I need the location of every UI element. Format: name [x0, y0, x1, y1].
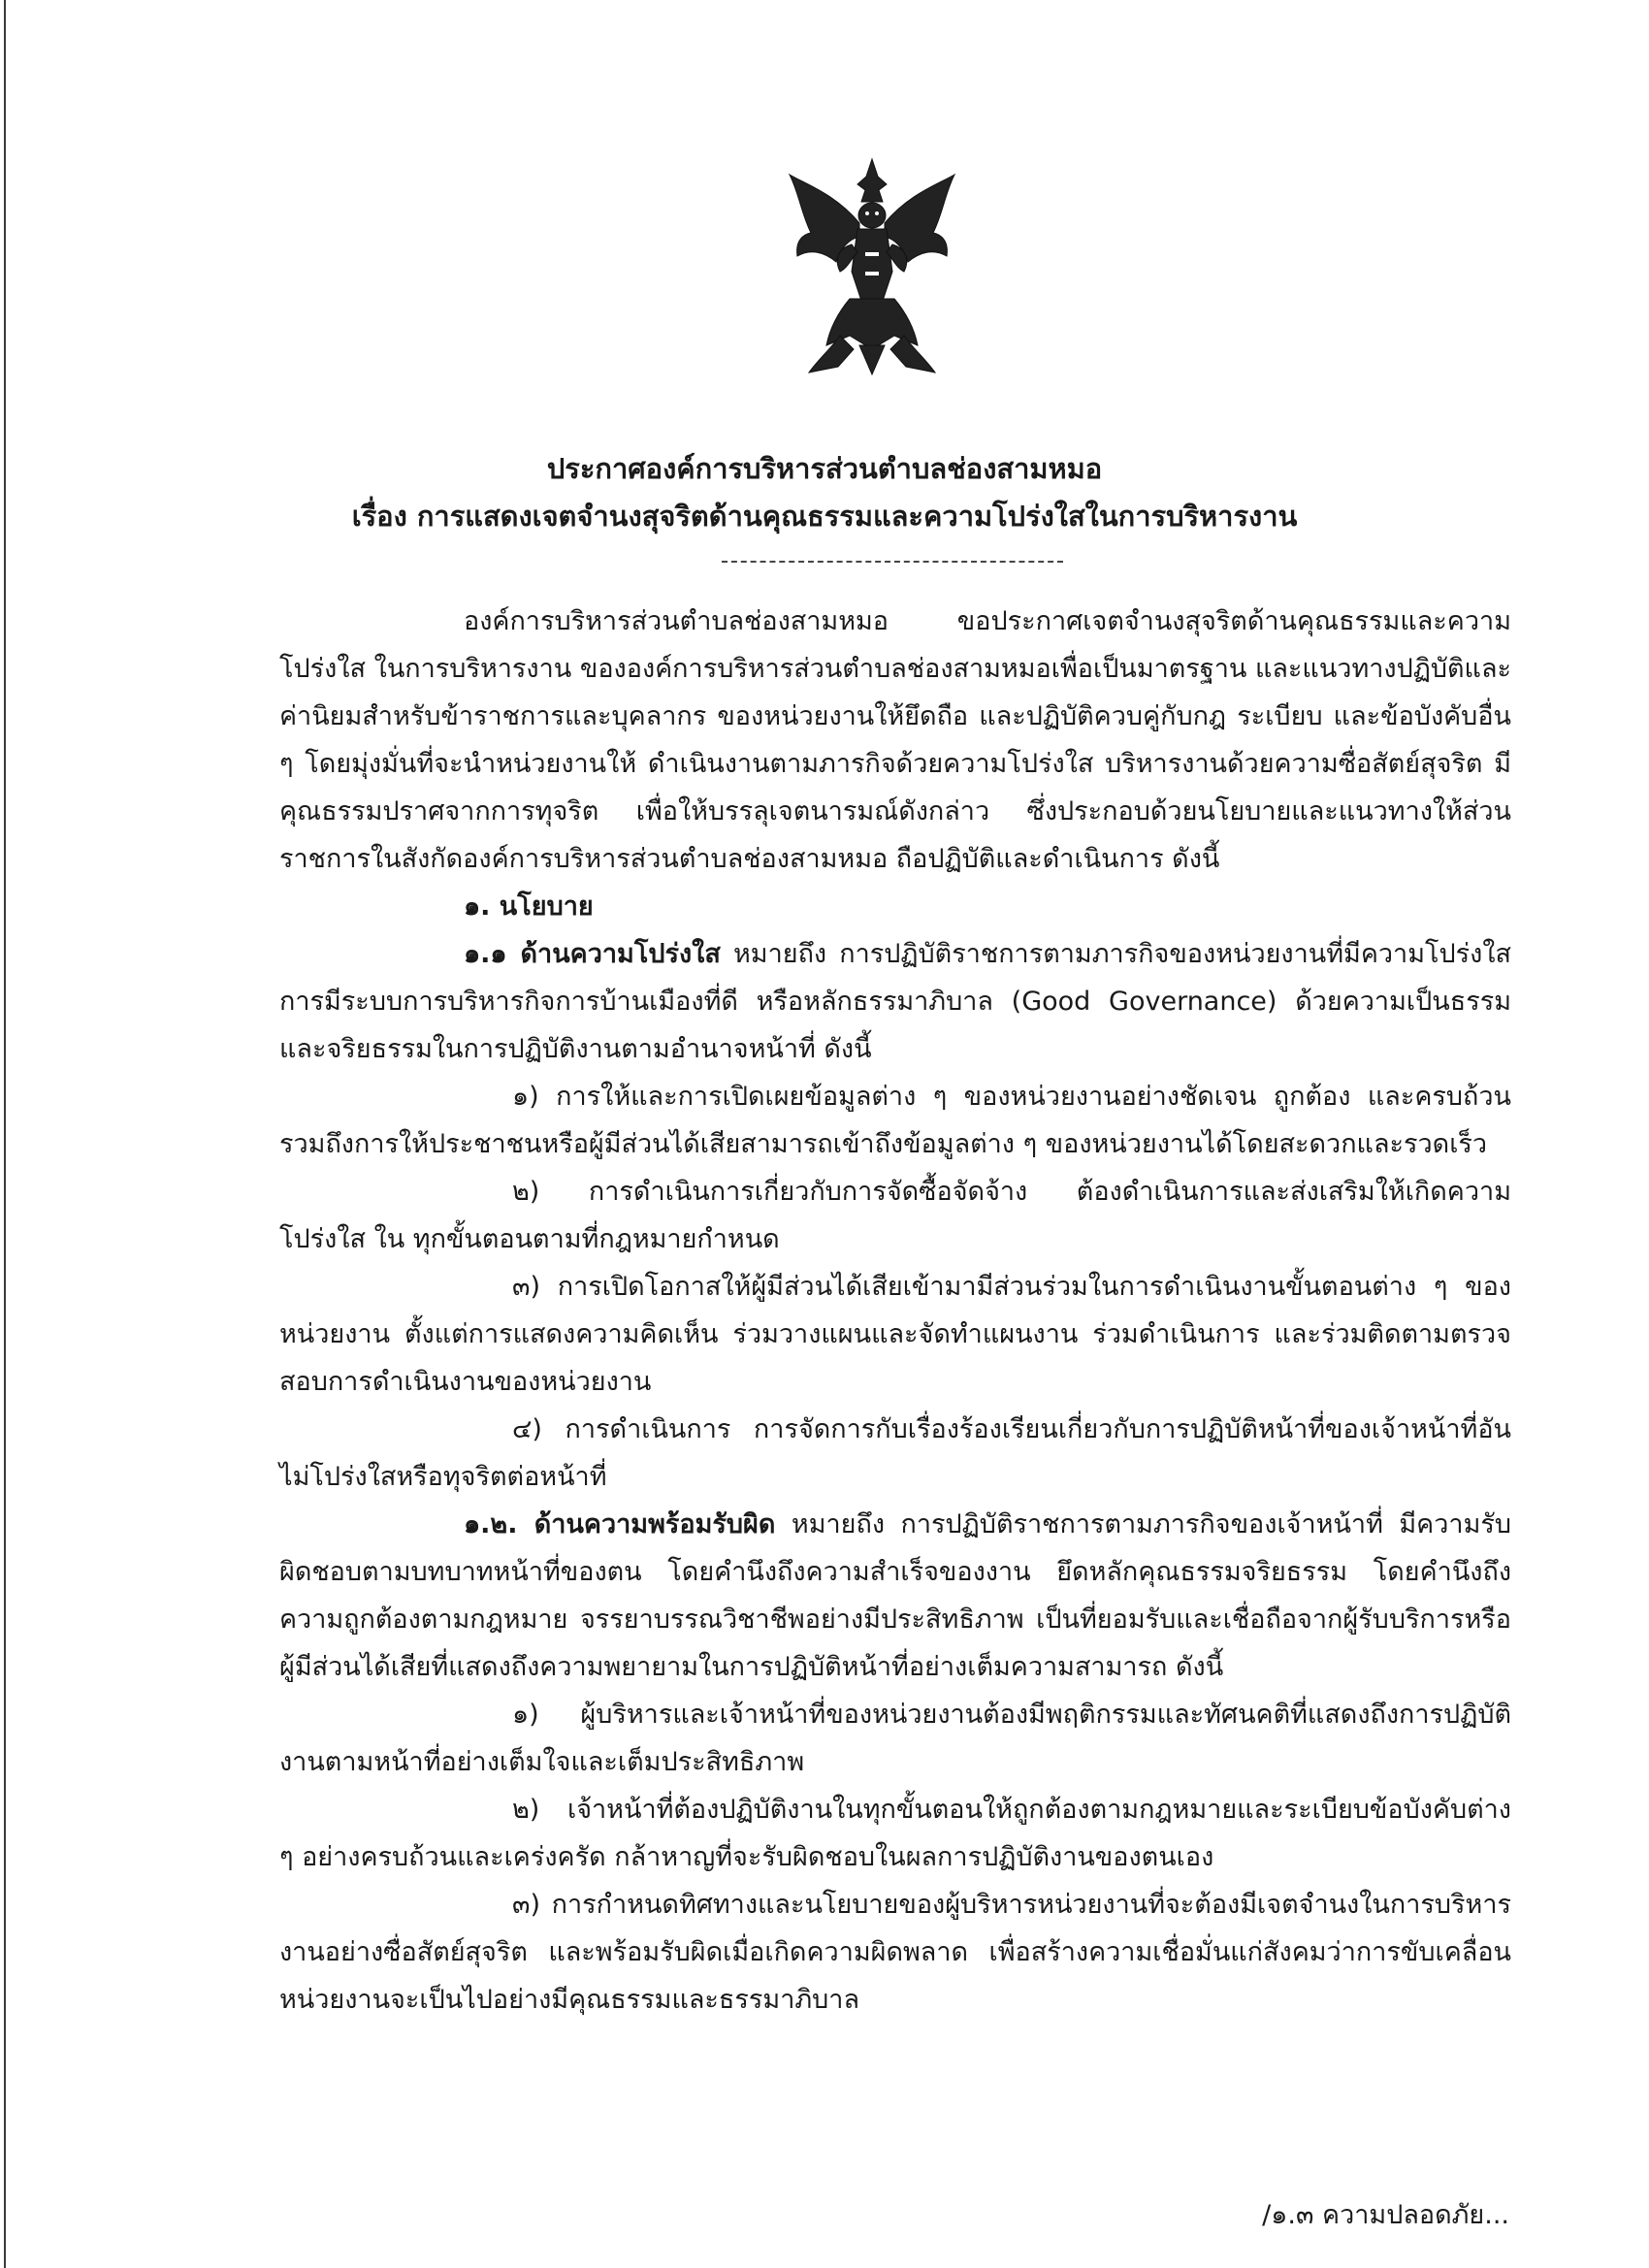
- garuda-emblem-icon: [782, 155, 962, 376]
- subsection-1-2-text: หมายถึง การปฏิบัติราชการตามภารกิจของเจ้าหน้าที่ มีความรับผิดชอบตามบทบาทหน้าที่ของตน โดยคำนึงถึงความสำเร็จของงาน ยึดหลักคุณธรรมจริยธรรม โดยคำนึงถึงความถูกต้องตามกฎหมาย จรรยาบรรณวิชาชีพอย่างมีประสิทธิภาพ เป็นที่ยอมรับและเชื่อถือจากผู้รับบริการหรือผู้มีส่วนได้เสียที่แสดงถึงความพยายามในการปฏิบัติหน้าที่อย่างเต็มความสามารถ ดังนี้: [279, 1509, 1512, 1682]
- section-heading-policy: ๑. นโยบาย: [464, 891, 594, 922]
- list-item: ๑) ผู้บริหารและเจ้าหน้าที่ของหน่วยงานต้องมีพฤติกรรมและทัศนคติที่แสดงถึงการปฏิบัติงานตามหน้าที่อย่างเต็มใจและเต็มประสิทธิภาพ: [279, 1700, 1511, 1777]
- subsection-1-2: [279, 1501, 1511, 1691]
- subsection-1-1: [279, 930, 1511, 1073]
- list-item: ๓) การเปิดโอกาสให้ผู้มีส่วนได้เสียเข้ามามีส่วนร่วมในการดำเนินงานขั้นตอนต่าง ๆ ของหน่วยงาน ตั้งแต่การแสดงความคิดเห็น ร่วมวางแผนและจัดทำแผนงาน ร่วมดำเนินการ และร่วมติดตามตรวจสอบการดำเนินงานของหน่วยงาน: [279, 1272, 1511, 1397]
- announcement-title: ประกาศองค์การบริหารส่วนตำบลช่องสามหมอ: [546, 452, 1103, 485]
- announcement-subject: เรื่อง การแสดงเจตจำนงสุจริตด้านคุณธรรมและความโปร่งใสในการบริหารงาน: [351, 500, 1298, 533]
- document-body: [279, 598, 1511, 2024]
- list-item: ๔) การดำเนินการ การจัดการกับเรื่องร้องเรียนเกี่ยวกับการปฏิบัติหน้าที่ของเจ้าหน้าที่อันไม่โปร่งใสหรือทุจริตต่อหน้าที่: [279, 1414, 1511, 1492]
- intro-paragraph: องค์การบริหารส่วนตำบลช่องสามหมอ ขอประกาศเจตจำนงสุจริตด้านคุณธรรมและความโปร่งใส ในการบริหารงาน ขององค์การบริหารส่วนตำบลช่องสามหมอเพื่อเป็นมาตรฐาน และแนวทางปฏิบัติและค่านิยมสำหรับข้าราชการและบุคลากร ของหน่วยงานให้ยึดถือ และปฏิบัติควบคู่กับกฎ ระเบียบ และข้อบังคับอื่น ๆ โดยมุ่งมั่นที่จะนำหน่วยงานให้ ดำเนินงานตามภารกิจด้วยความโปร่งใส บริหารงานด้วยความซื่อสัตย์สุจริต มีคุณธรรมปราศจากการทุจริต เพื่อให้บรรลุเจตนารมณ์ดังกล่าว ซึ่งประกอบด้วยนโยบายและแนวทางให้ส่วนราชการในสังกัดองค์การบริหารส่วนตำบลช่องสามหมอ ถือปฏิบัติและดำเนินการ ดังนี้: [279, 606, 1511, 874]
- scan-border: [4, 0, 6, 2268]
- list-item: ๑) การให้และการเปิดเผยข้อมูลต่าง ๆ ของหน่วยงานอย่างชัดเจน ถูกต้อง และครบถ้วน รวมถึงการให้ประชาชนหรือผู้มีส่วนได้เสียสามารถเข้าถึงข้อมูลต่าง ๆ ของหน่วยงานได้โดยสะดวกและรวดเร็ว: [279, 1082, 1511, 1159]
- continuation-marker: /๑.๓ ความปลอดภัย...: [1262, 2200, 1509, 2230]
- list-item: ๒) เจ้าหน้าที่ต้องปฏิบัติงานในทุกขั้นตอนให้ถูกต้องตามกฎหมายและระเบียบข้อบังคับต่าง ๆ อย่างครบถ้วนและเคร่งครัด กล้าหาญที่จะรับผิดชอบในผลการปฏิบัติงานของตนเอง: [279, 1795, 1511, 1872]
- subsection-1-2-label: ๑.๒. ด้านความพร้อมรับผิด: [464, 1509, 776, 1539]
- list-item: ๓) การกำหนดทิศทางและนโยบายของผู้บริหารหน่วยงานที่จะต้องมีเจตจำนงในการบริหารงานอย่างซื่อสัตย์สุจริต และพร้อมรับผิดเมื่อเกิดความผิดพลาด เพื่อสร้างความเชื่อมั่นแก่สังคมว่าการขับเคลื่อนหน่วยงานจะเป็นไปอย่างมีคุณธรรมและธรรมาภิบาล: [279, 1890, 1511, 2015]
- title-divider: [722, 561, 1063, 563]
- list-item: ๒) การดำเนินการเกี่ยวกับการจัดซื้อจัดจ้าง ต้องดำเนินการและส่งเสริมให้เกิดความโปร่งใส ใน ทุกขั้นตอนตามที่กฎหมายกำหนด: [279, 1177, 1511, 1254]
- subsection-1-1-text: หมายถึง การปฏิบัติราชการตามภารกิจของหน่วยงานที่มีความโปร่งใส การมีระบบการบริหารกิจการบ้านเมืองที่ดี หรือหลักธรรมาภิบาล (Good Governance) ด้วยความเป็นธรรม และจริยธรรมในการปฏิบัติงานตามอำนาจหน้าที่ ดังนี้: [279, 939, 1511, 1064]
- subsection-1-1-label: ๑.๑ ด้านความโปร่งใส: [464, 939, 721, 969]
